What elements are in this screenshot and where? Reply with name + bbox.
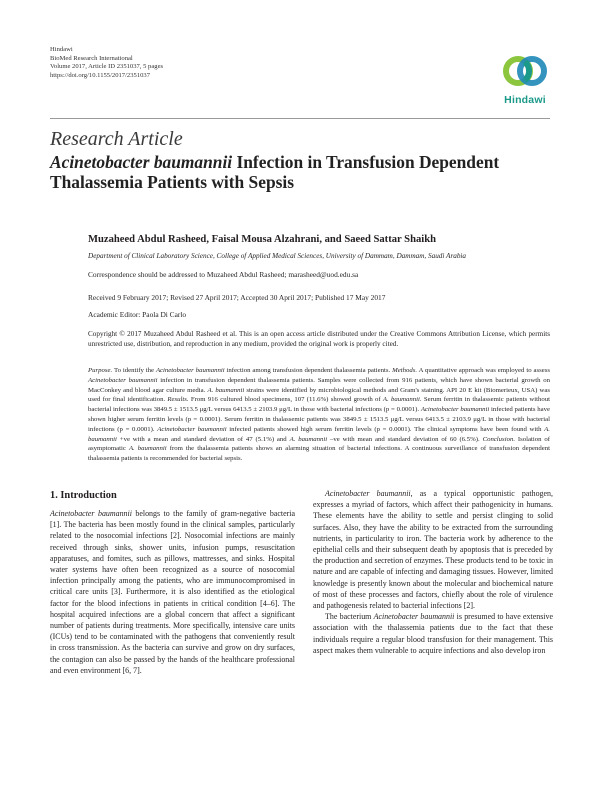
organism-name: Acinetobacter baumannii: [157, 425, 227, 433]
article-type: Research Article: [50, 128, 183, 150]
organism-name: A. baumannii: [382, 396, 420, 404]
organism-name: A. baumannii: [128, 445, 167, 453]
abstract-results-label: Results.: [167, 396, 189, 404]
journal-name: BioMed Research International: [50, 54, 133, 62]
abstract-methods-label: Methods.: [392, 367, 418, 374]
journal-header: [50, 46, 163, 80]
intro-paragraph-1: [50, 508, 295, 676]
correspondence: Correspondence should be addressed to Muzaheed Abdul Rasheed; marasheed@uod.edu.sa: [88, 270, 359, 279]
paragraph-text: The bacterium: [325, 612, 374, 622]
abstract-text: A quantitative approach was employed to assess: [417, 367, 550, 374]
organism-name: Acinetobacter baumannii: [155, 367, 225, 374]
publication-dates: Received 9 February 2017; Revised 27 April 2017; Accepted 30 April 2017; Published 17 May 2017: [88, 293, 386, 302]
organism-name: Acinetobacter baumannii: [420, 406, 490, 414]
organism-name: A. baumannii: [289, 435, 328, 443]
paragraph-text: belongs to the family of gram-negative bacteria [1]. The bacteria has been mostly found in the clinical samples, particularly related to the nosocomial infections [2]. Nosocomial infections are mainly received through sinks, shower units, infusion pumps, resuscitation apparatuses, and fomites, such as pillows, mattresses, and sinks. Hospital water systems have often been recognized as a source of nosocomial infection principally among the patients, who are immunocompromised in critical care units [3]. Furthermore, it is also identified as the etiological factor for the blood infections in patients in critical condition [4–6]. The hospital acquired infections are a global concern that affect a significant number of patients during treatments. More specifically, intensive care units (ICUs) tend to be contaminated with the pathogens that conveniently result in cross transmission. As the bacteria can survive and grow on dry surfaces, the contagion can also be passed by the hands of the healthcare professional and even environment [6, 7].: [50, 509, 295, 675]
organism-name: A. baumannii: [207, 386, 245, 394]
paragraph-text: , as a typical opportunistic pathogen, expresses a myriad of factors, which affect their pathogenicity in humans. These elements have the ability to settle and persist clinging to solid surfaces. Also, they have the ability to be extracted from the surrounding nutrients, in particularity to iron. The bacteria work by adherence to the epithelial cells and their subsequent death by apoptosis that is preceded by the production and secretion of enzymes. These products tend to be toxic in nature and are capable of infecting and damaging tissues. However, limited knowledge is presently known about the molecular and biochemical nature of most of these processes and factors, chiefly about the role of virulence and pathogenesis related to bacterial infections [2].: [313, 489, 554, 611]
abstract-text: infection among transfusion dependent thalassemia patients.: [224, 367, 393, 374]
abstract-text: Isolation of asymptomatic: [88, 435, 551, 453]
publisher-name: Hindawi: [50, 46, 73, 53]
organism-name: Acinetobacter baumannii: [50, 509, 132, 518]
abstract: [88, 366, 550, 464]
doi-link[interactable]: https://doi.org/10.1155/2017/2351037: [50, 71, 151, 79]
abstract-text: To identify the: [112, 367, 156, 374]
abstract-text: +ve with a mean and standard deviation of 47 (5.1%) and: [116, 435, 290, 443]
section-heading-introduction: 1. Introduction: [50, 490, 117, 501]
abstract-text: . Serum ferritin in thalassemic patients without bacterial infections was 3849.5 ± 1513.5 μg/L versus 6413.5 ± 2103.9 μg/L in those with bacterial infections (p = 0.0001).: [88, 396, 550, 414]
abstract-purpose-label: Purpose.: [88, 367, 113, 374]
title-rest: Infection in Transfusion Dependent Thalassemia Patients with Sepsis: [50, 152, 500, 192]
academic-editor: Academic Editor: Paola Di Carlo: [88, 310, 187, 319]
header-divider: [50, 118, 550, 119]
organism-name: Acinetobacter baumannii: [88, 376, 158, 384]
abstract-text: strains were identified by microbiological methods and Gram's staining. API 20 E kit (Biomerieux, USA) was used for final identification.: [88, 386, 550, 404]
hindawi-logo-text: Hindawi: [504, 94, 546, 106]
abstract-conclusion-label: Conclusion.: [482, 435, 516, 443]
abstract-text: –ve with mean and standard deviation of 60 (6.5%).: [327, 435, 483, 443]
paragraph-text: is presumed to have extensive association with the thalassemia patients due to the fact that these individuals require a regular blood transfusion for their management. This aspect makes them vulnerable to acquire infections and also develop iron: [313, 612, 553, 655]
copyright-notice: Copyright © 2017 Muzaheed Abdul Rasheed et al. This is an open access article distributed under the Creative Commons Attribution License, which permits unrestricted use, distribution, and reproduction in any medium, provided the original work is properly cited.: [88, 330, 550, 348]
article-title: [50, 152, 560, 192]
title-organism: Acinetobacter baumannii: [50, 152, 233, 172]
organism-name: A. baumannii: [88, 425, 550, 443]
intro-paragraph-3: [313, 611, 553, 656]
hindawi-logo-icon: [501, 48, 549, 94]
affiliation: Department of Clinical Laboratory Science, College of Applied Medical Sciences, University of Dammam, Dammam, Saudi Arabia: [88, 252, 467, 260]
abstract-text: infected patients showed high serum ferritin levels (p = 0.0001). The clinical symptoms have been found with: [226, 425, 545, 433]
organism-name: Acinetobacter baumannii: [373, 612, 455, 622]
hindawi-logo[interactable]: [494, 48, 556, 112]
body-column-left: [50, 508, 295, 676]
volume-info: Volume 2017, Article ID 2351037, 5 pages: [50, 63, 164, 71]
abstract-text: from the thalassemia patients shows an alarming situation of bacterial infections. A continuous surveillance of transfusion dependent thalassemia patients is recommended for bacterial sepsis.: [88, 445, 550, 463]
abstract-text: infected patients have shown higher serum ferritin levels (p = 0.0001). Serum ferritin in thalassemic patients was 3849.5 ± 1513.5 μg/L versus 6413.5 ± 2103.9 μg/L in those with bacterial infections (p = 0.0001).: [88, 406, 550, 433]
body-column-right: [313, 488, 553, 656]
abstract-text: From 916 cultured blood specimens, 107 (11.6%) showed growth of: [188, 396, 383, 404]
organism-name: Acinetobacter baumannii: [325, 489, 411, 498]
abstract-text: infection in transfusion dependent thalassemia patients. Samples were collected from 916 patients, which have shown bacterial growth on MacConkey and blood agar culture media.: [88, 376, 550, 394]
author-list: Muzaheed Abdul Rasheed, Faisal Mousa Alzahrani, and Saeed Sattar Shaikh: [88, 234, 436, 245]
intro-paragraph-2: [313, 488, 553, 611]
